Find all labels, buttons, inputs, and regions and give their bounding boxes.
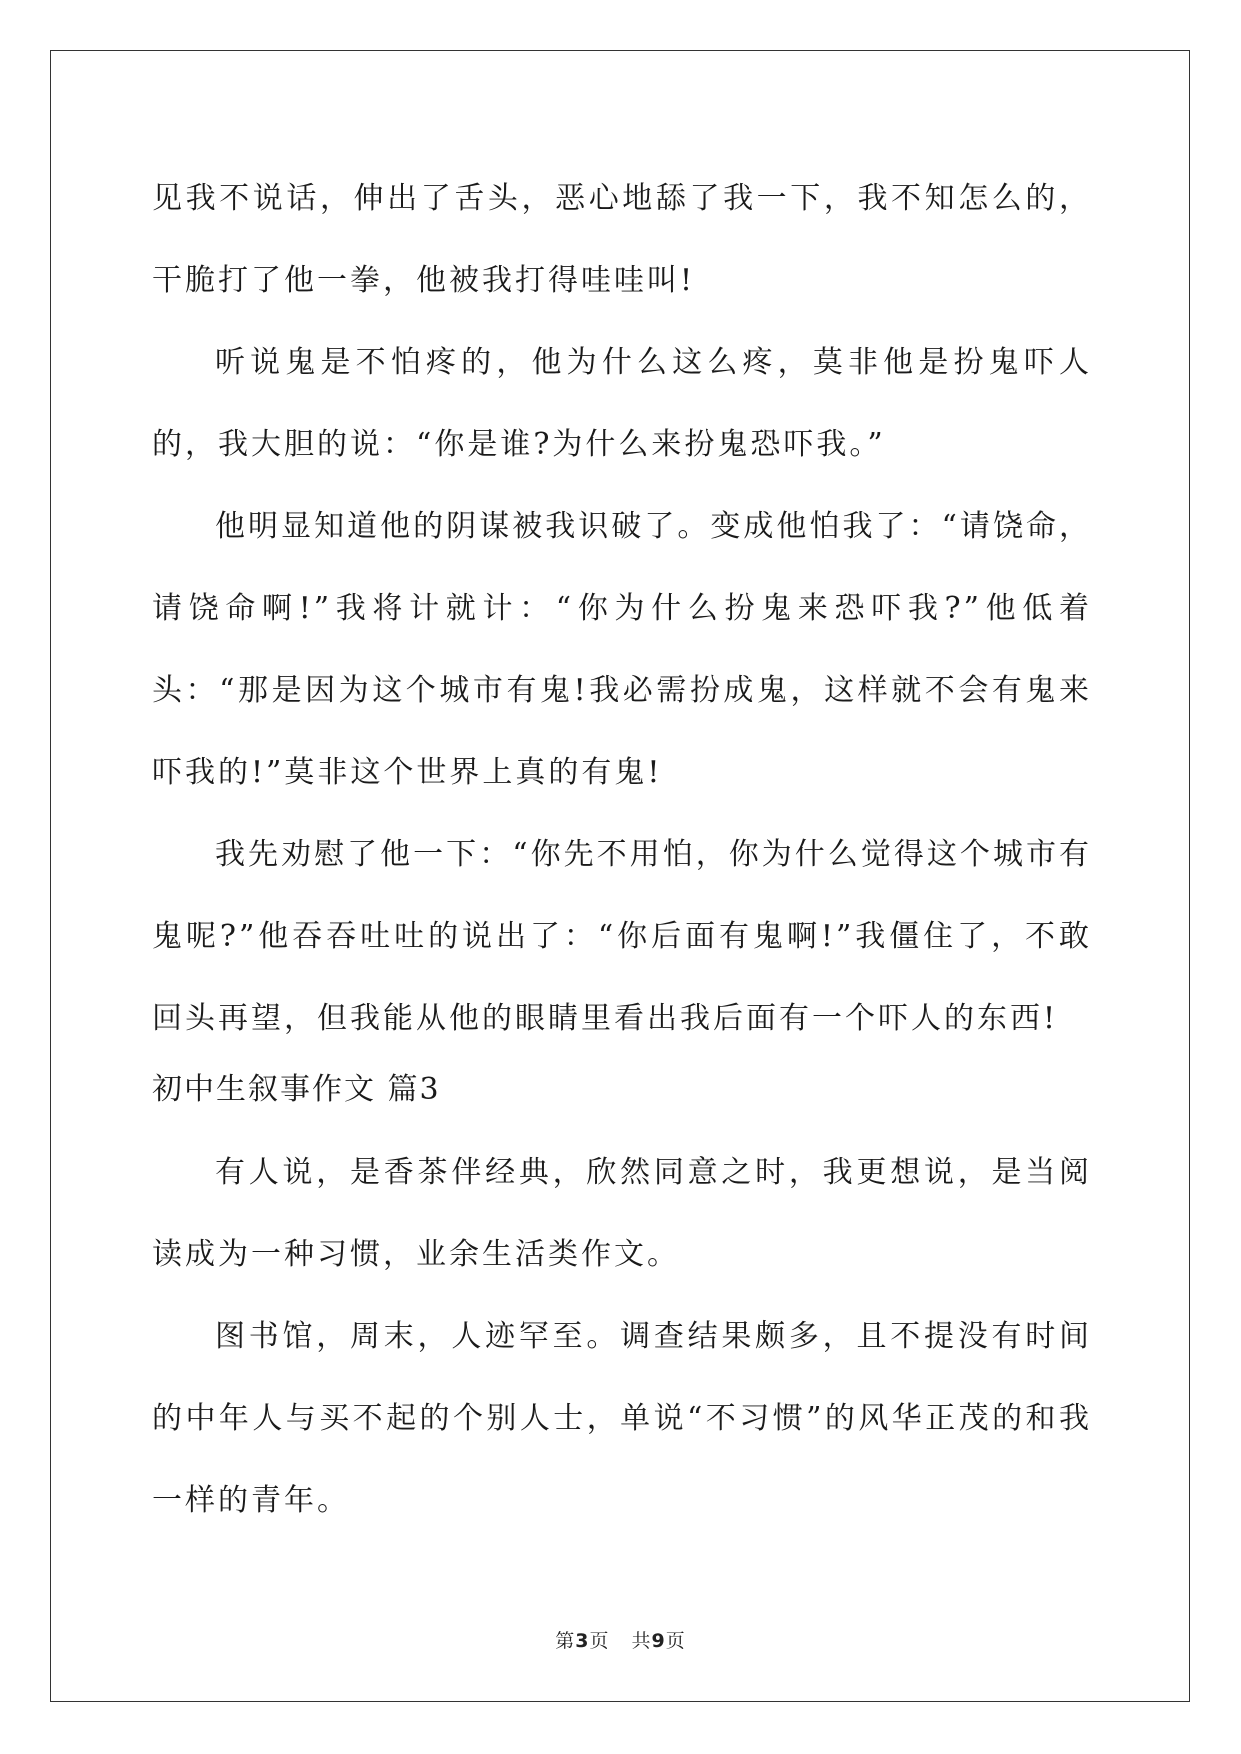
paragraph: 有人说，是香茶伴经典，欣然同意之时，我更想说，是当阅读成为一种习惯，业余生活类作文。 bbox=[152, 1155, 1092, 1272]
page-footer bbox=[0, 1626, 1241, 1653]
paragraph: 听说鬼是不怕疼的，他为什么这么疼，莫非他是扮鬼吓人的，我大胆的说：“你是谁?为什么来扮鬼恐吓我。” bbox=[152, 345, 1092, 462]
paragraph: 他明显知道他的阴谋被我识破了。变成他怕我了：“请饶命，请饶命啊!”我将计就计：“你为什么扮鬼来恐吓我?”他低着头：“那是因为这个城市有鬼!我必需扮成鬼，这样就不会有鬼来吓我的!”莫非这个世界上真的有鬼! bbox=[152, 509, 1092, 790]
page-total-number: 9 bbox=[651, 1630, 666, 1652]
page-prefix: 第 bbox=[555, 1630, 576, 1652]
page-current-number: 3 bbox=[575, 1630, 590, 1652]
total-prefix: 共 bbox=[631, 1630, 652, 1652]
document-body bbox=[152, 158, 1092, 1542]
total-unit: 页 bbox=[665, 1630, 686, 1652]
page-unit: 页 bbox=[589, 1630, 610, 1652]
paragraph: 见我不说话，伸出了舌头，恶心地舔了我一下，我不知怎么的，干脆打了他一拳，他被我打得哇哇叫! bbox=[152, 181, 1092, 298]
section-heading: 初中生叙事作文 篇3 bbox=[152, 1072, 441, 1107]
paragraph: 图书馆，周末，人迹罕至。调查结果颇多，且不提没有时间的中年人与买不起的个别人士，单说“不习惯”的风华正茂的和我一样的青年。 bbox=[152, 1319, 1092, 1518]
paragraph: 我先劝慰了他一下：“你先不用怕，你为什么觉得这个城市有鬼呢?”他吞吞吐吐的说出了：“你后面有鬼啊!”我僵住了，不敢回头再望，但我能从他的眼睛里看出我后面有一个吓人的东西! bbox=[152, 837, 1092, 1036]
